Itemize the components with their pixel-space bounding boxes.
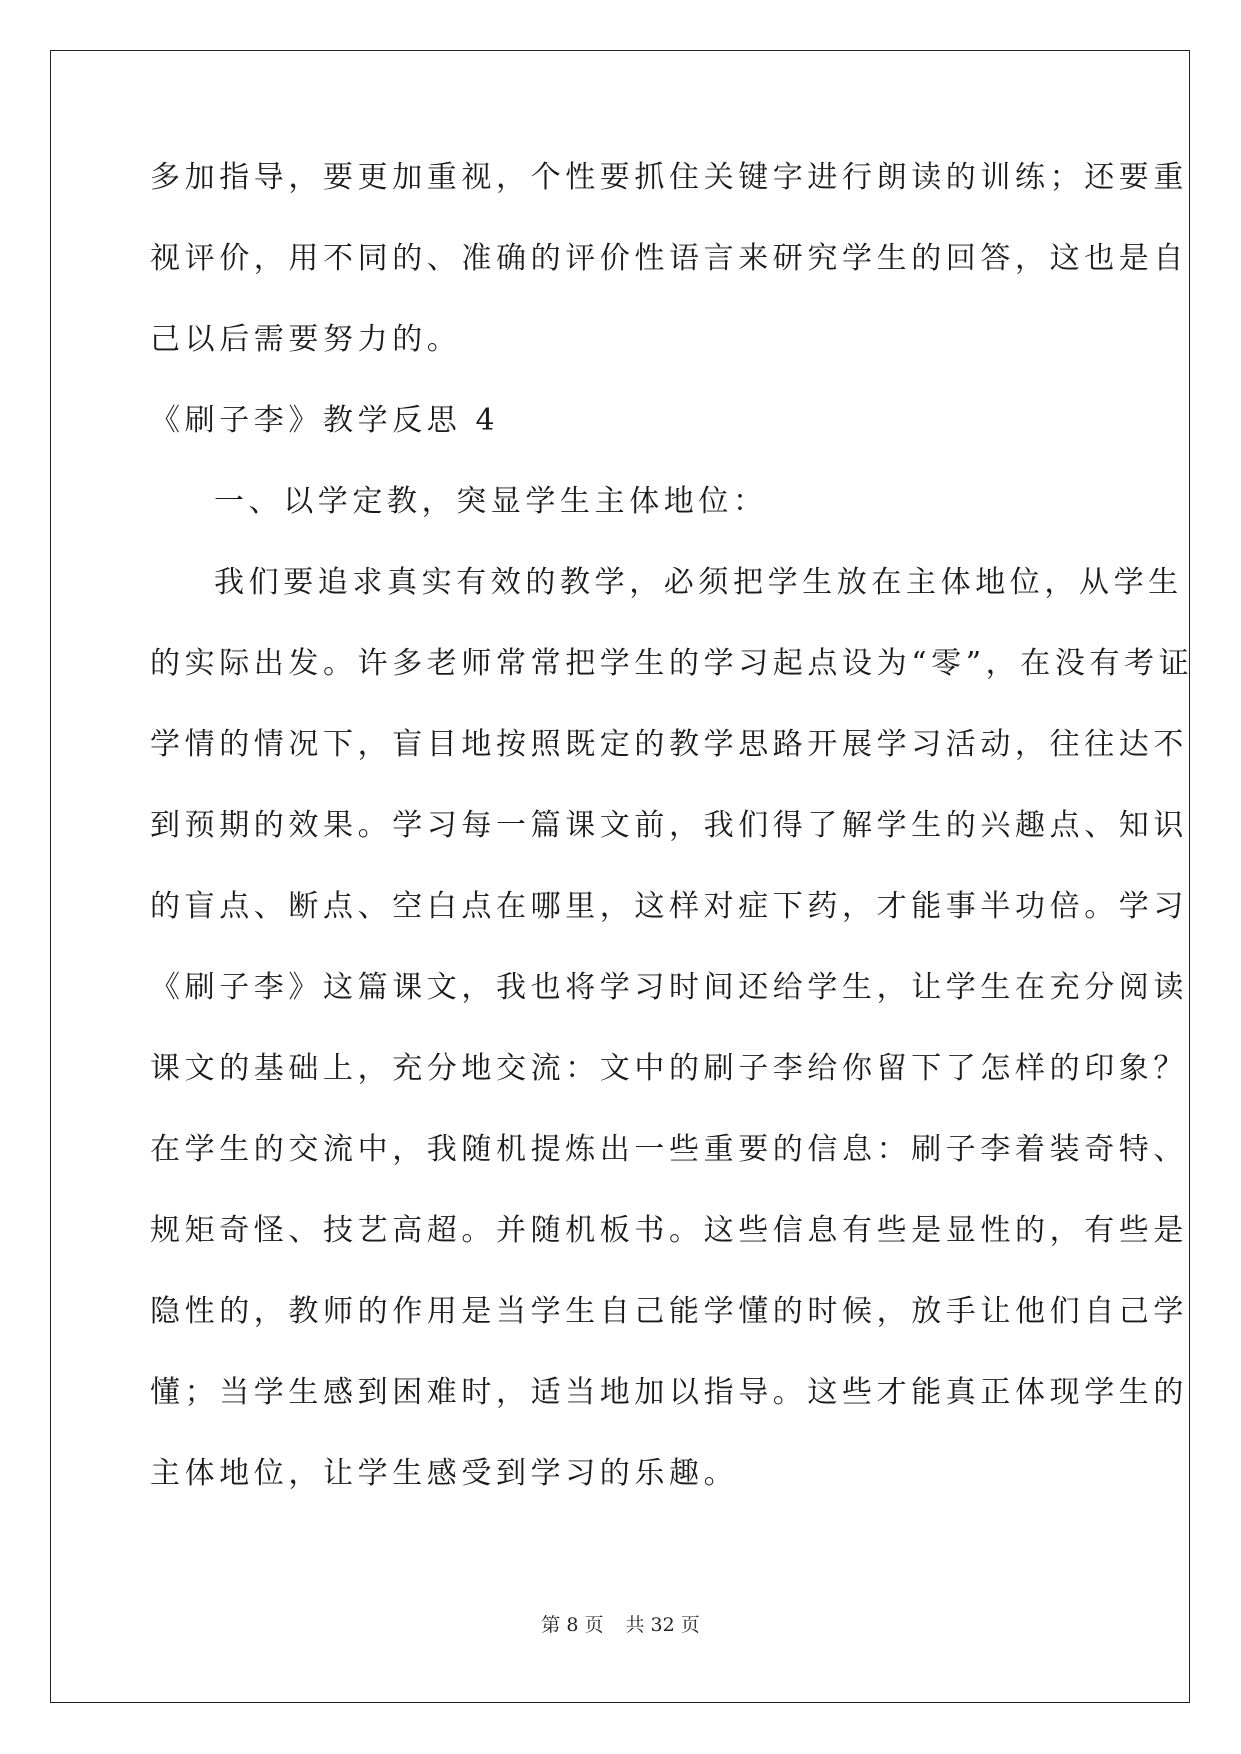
text-line: 到预期的效果。学习每一篇课文前，我们得了解学生的兴趣点、知识 <box>150 808 1188 843</box>
text-line: 己以后需要努力的。 <box>150 322 462 357</box>
subsection-heading: 一、以学定教，突显学生主体地位： <box>214 484 768 519</box>
text-line: 规矩奇怪、技艺高超。并随机板书。这些信息有些是显性的，有些是 <box>150 1213 1188 1248</box>
text-line: 懂；当学生感到困难时，适当地加以指导。这些才能真正体现学生的 <box>150 1375 1188 1410</box>
text-line: 的实际出发。许多老师常常把学生的学习起点设为“零”，在没有考证 <box>150 646 1194 681</box>
text-line: 视评价，用不同的、准确的评价性语言来研究学生的回答，这也是自 <box>150 241 1188 276</box>
text-line: 在学生的交流中，我随机提炼出一些重要的信息：刷子李着装奇特、 <box>150 1132 1188 1167</box>
text-line: 《刷子李》这篇课文，我也将学习时间还给学生，让学生在充分阅读 <box>150 970 1188 1005</box>
text-line: 的盲点、断点、空白点在哪里，这样对症下药，才能事半功倍。学习 <box>150 889 1188 924</box>
section-heading: 《刷子李》教学反思 4 <box>150 403 500 438</box>
text-line: 学情的情况下，盲目地按照既定的教学思路开展学习活动，往往达不 <box>150 727 1188 762</box>
page-number: 第 8 页 <box>541 1614 604 1636</box>
text-line: 主体地位，让学生感受到学习的乐趣。 <box>150 1456 739 1491</box>
text-line: 课文的基础上，充分地交流：文中的刷子李给你留下了怎样的印象？ <box>150 1051 1188 1086</box>
document-body <box>150 158 1194 1535</box>
text-line: 隐性的，教师的作用是当学生自己能学懂的时候，放手让他们自己学 <box>150 1294 1188 1329</box>
page-total: 共 32 页 <box>625 1614 700 1636</box>
text-line: 我们要追求真实有效的教学，必须把学生放在主体地位，从学生 <box>214 565 1183 600</box>
text-line: 多加指导，要更加重视，个性要抓住关键字进行朗读的训练；还要重 <box>150 160 1188 195</box>
page-footer <box>0 1613 1241 1637</box>
